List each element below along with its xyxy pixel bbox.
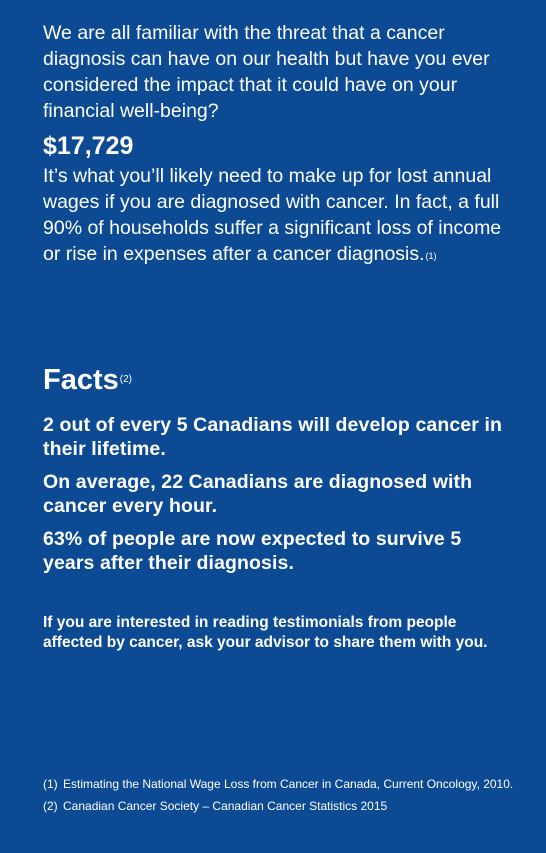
wage-loss-stat: $17,729 xyxy=(43,132,134,160)
footnote-text: Estimating the National Wage Loss from Cancer in Canada, Current Oncology, 2010. xyxy=(63,777,514,791)
stat-description-text: It’s what you’ll likely need to make up for lost annual wages if you are diagnosed with cancer. In fact, a full 90% of households suffer a significant loss of income or rise in expenses after a cancer diagnosis. xyxy=(43,165,502,265)
footnote-ref-2: (2) xyxy=(119,374,132,385)
footnotes xyxy=(43,776,516,820)
footnote-text: Canadian Cancer Society – Canadian Cancer Statistics 2015 xyxy=(63,799,388,813)
footnote-2 xyxy=(43,798,516,815)
intro-paragraph: We are all familiar with the threat that a cancer diagnosis can have on our health but have you ever considered the impact that it could have on your financial well-being? xyxy=(43,22,490,122)
stat-description xyxy=(43,163,503,267)
facts-heading xyxy=(43,363,503,397)
footnote-number: (2) xyxy=(43,799,58,813)
facts-heading-text: Facts xyxy=(43,364,119,396)
fact-item: 2 out of every 5 Canadians will develop cancer in their lifetime. xyxy=(43,414,502,460)
footnote-ref-1: (1) xyxy=(425,251,437,261)
footnote-1 xyxy=(43,776,516,793)
testimonials-callout: If you are interested in reading testimonials from people affected by cancer, ask your advisor to share them with you. xyxy=(43,614,488,651)
fact-item: 63% of people are now expected to survive 5 years after their diagnosis. xyxy=(43,528,462,574)
footnote-number: (1) xyxy=(43,777,58,791)
fact-item: On average, 22 Canadians are diagnosed with cancer every hour. xyxy=(43,471,473,517)
